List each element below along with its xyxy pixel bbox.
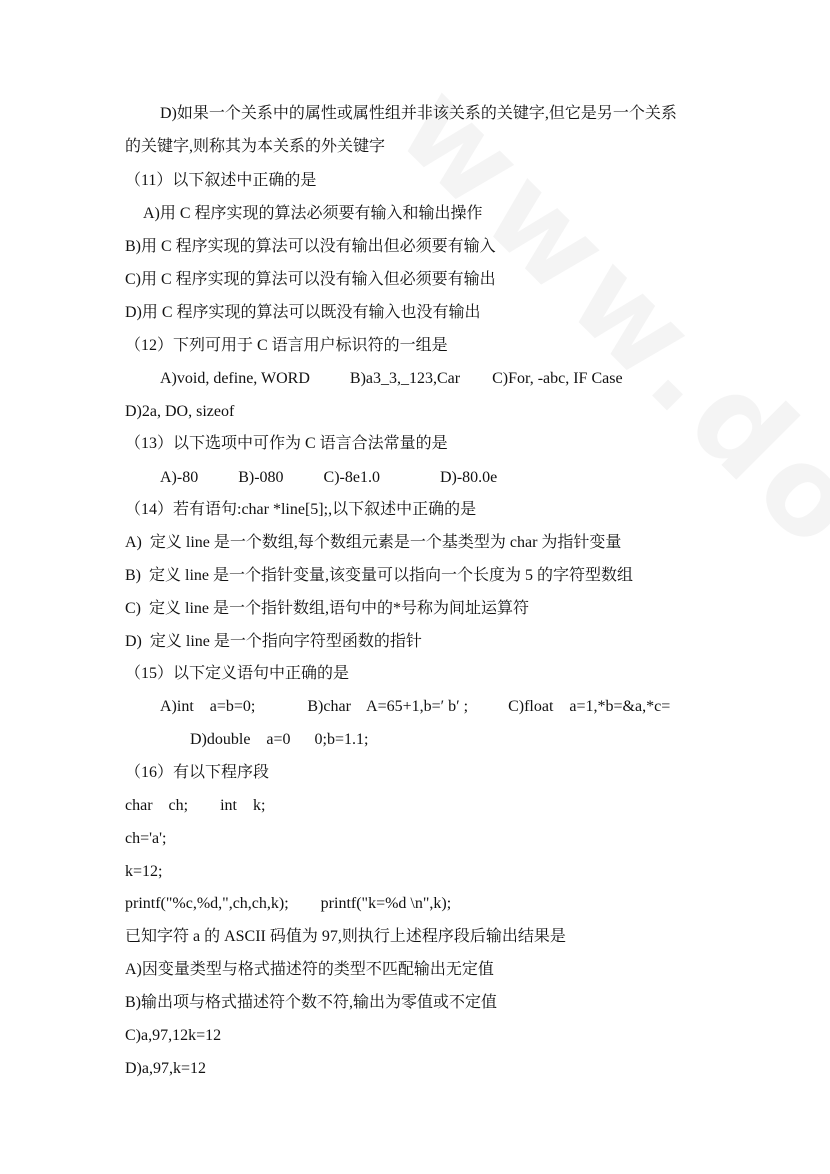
options-abcd: A)-80 B)-080 C)-8e1.0 D)-80.0e: [160, 469, 498, 486]
option-d: D)double a=0 0;b=1.1;: [190, 731, 369, 748]
options-abc: A)int a=b=0; B)char A=65+1,b=′ b′ ; C)float a=1,*b=&a,*c=: [160, 698, 671, 715]
option-d: D)a,97,k=12: [125, 1060, 207, 1077]
text-line: D)如果一个关系中的属性或属性组并非该关系的关键字,但它是另一个关系: [160, 105, 677, 122]
question-13: （13）以下选项中可作为 C 语言合法常量的是: [125, 435, 448, 452]
question-15: （15）以下定义语句中正确的是: [125, 665, 350, 682]
option-c: C) 定义 line 是一个指针数组,语句中的*号称为间址运算符: [125, 600, 529, 617]
option-b: B)用 C 程序实现的算法可以没有输出但必须要有输入: [125, 238, 496, 255]
code-line: char ch; int k;: [125, 797, 266, 814]
question-14: （14）若有语句:char *line[5];,以下叙述中正确的是: [125, 501, 477, 518]
text-line: 的关键字,则称其为本关系的外关键字: [125, 138, 386, 155]
option-c: C)用 C 程序实现的算法可以没有输入但必须要有输出: [125, 271, 496, 288]
question-11: （11）以下叙述中正确的是: [125, 172, 317, 189]
watermark: [372, 58, 830, 741]
code-line: k=12;: [125, 863, 163, 880]
question-12: （12）下列可用于 C 语言用户标识符的一组是: [125, 337, 448, 354]
option-d: D)2a, DO, sizeof: [125, 403, 235, 420]
code-line: ch='a';: [125, 830, 167, 847]
option-d: D)用 C 程序实现的算法可以既没有输入也没有输出: [125, 304, 481, 321]
code-line: printf("%c,%d,",ch,ch,k); printf("k=%d \n",k);: [125, 895, 452, 912]
option-b: B)输出项与格式描述符个数不符,输出为零值或不定值: [125, 994, 498, 1011]
question-text: 已知字符 a 的 ASCII 码值为 97,则执行上述程序段后输出结果是: [125, 928, 566, 945]
options-abc: A)void, define, WORD B)a3_3,_123,Car C)For, -abc, IF Case: [160, 370, 623, 387]
option-a: A)因变量类型与格式描述符的类型不匹配输出无定值: [125, 961, 494, 978]
option-a: A) 定义 line 是一个数组,每个数组元素是一个基类型为 char 为指针变量: [125, 534, 622, 551]
option-b: B) 定义 line 是一个指针变量,该变量可以指向一个长度为 5 的字符型数组: [125, 567, 633, 584]
option-a: A)用 C 程序实现的算法必须要有输入和输出操作: [143, 205, 483, 222]
option-d: D) 定义 line 是一个指向字符型函数的指针: [125, 633, 422, 650]
option-c: C)a,97,12k=12: [125, 1027, 222, 1044]
question-16: （16）有以下程序段: [125, 764, 270, 781]
